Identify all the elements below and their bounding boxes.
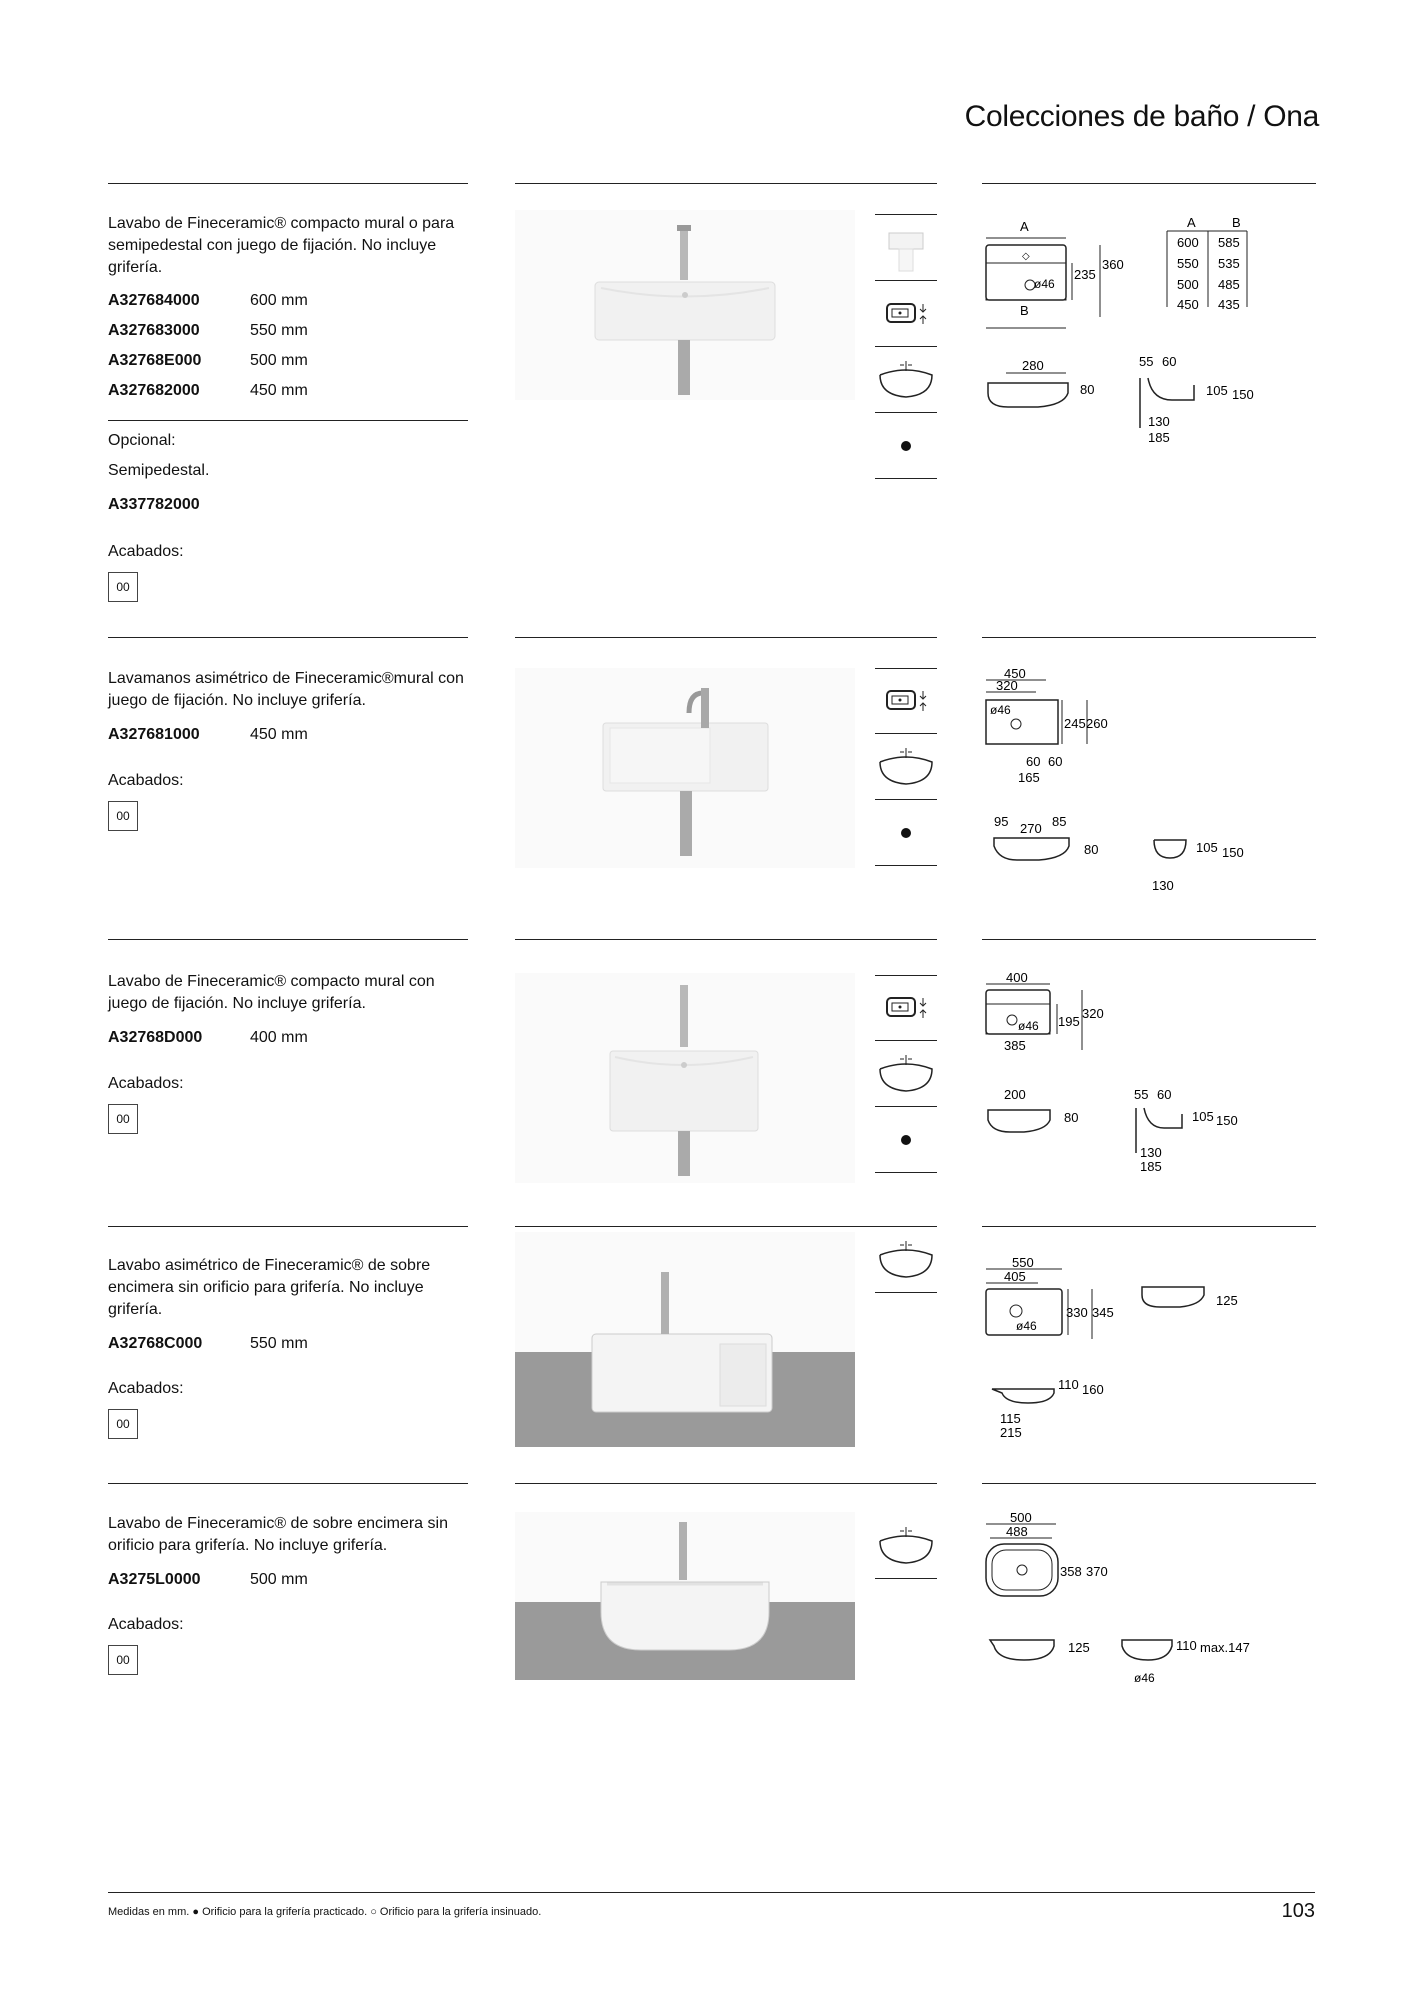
dim-label: 160 xyxy=(1082,1382,1104,1397)
divider xyxy=(108,420,468,421)
product-code: A3275L0000 xyxy=(108,1571,201,1588)
dim-label: 80 xyxy=(1084,842,1099,857)
technical-drawing xyxy=(982,1255,1312,1460)
dim-label: 130 xyxy=(1140,1145,1162,1160)
technical-drawing xyxy=(982,1512,1312,1697)
dim-label: ø46 xyxy=(1134,1671,1155,1685)
icon-rule xyxy=(875,668,937,669)
dim-label: 215 xyxy=(1000,1425,1022,1440)
dim-label: max.147 xyxy=(1200,1640,1250,1655)
section-rule xyxy=(515,939,937,940)
finish-swatch: 00 xyxy=(108,1645,138,1675)
section-rule xyxy=(515,1483,937,1484)
basin-profile-icon xyxy=(875,734,937,800)
product-size: 550 mm xyxy=(250,322,308,339)
dim-label: 105 xyxy=(1192,1109,1214,1124)
dim-label: 330 xyxy=(1066,1305,1088,1320)
page-title: Colecciones de baño / Ona xyxy=(964,100,1319,133)
product-photo xyxy=(515,668,855,868)
dim-label: 125 xyxy=(1216,1293,1238,1308)
product-size: 450 mm xyxy=(250,726,308,743)
product-size: 500 mm xyxy=(250,1571,308,1588)
finishes-label: Acabados: xyxy=(108,1616,184,1633)
dim-label: 195 xyxy=(1058,1014,1080,1029)
dim-label: 235 xyxy=(1074,267,1096,282)
product-description: Lavamanos asimétrico de Fineceramic®mural con juego de fijación. No incluye grifería. xyxy=(108,670,464,709)
table-cell: 450 xyxy=(1177,297,1199,312)
finishes-label: Acabados: xyxy=(108,543,184,560)
pedestal-thumbnail-icon xyxy=(875,215,937,281)
code-row xyxy=(108,316,308,346)
product-description: Lavabo de Fineceramic® compacto mural con juego de fijación. No incluye grifería. xyxy=(108,973,435,1012)
product-photo xyxy=(515,973,855,1183)
table-cell: 485 xyxy=(1218,277,1240,292)
tap-hole-drilled-icon xyxy=(875,1107,937,1173)
section-rule xyxy=(515,183,937,184)
section-rule xyxy=(108,939,468,940)
dim-label: 185 xyxy=(1148,430,1170,445)
section-rule xyxy=(108,183,468,184)
tap-hole-drilled-icon xyxy=(875,800,937,866)
dim-label: ø46 xyxy=(1018,1019,1039,1033)
optional-code: A337782000 xyxy=(108,496,200,513)
dim-label: 185 xyxy=(1140,1159,1162,1174)
product-codes xyxy=(108,1023,308,1053)
dim-label: 500 xyxy=(1010,1512,1032,1525)
wall-mount-icon xyxy=(875,281,937,347)
product-size: 600 mm xyxy=(250,292,308,309)
product-code: A327682000 xyxy=(108,382,200,399)
page-number: 103 xyxy=(1281,1900,1315,1922)
dim-label: 270 xyxy=(1020,821,1042,836)
product-code: A327681000 xyxy=(108,726,200,743)
icon-rule xyxy=(875,214,937,215)
technical-drawing xyxy=(982,668,1312,913)
dim-label: 60 xyxy=(1162,354,1177,369)
product-photo xyxy=(515,1512,855,1680)
table-header: A xyxy=(1187,215,1196,230)
section-rule xyxy=(108,637,468,638)
dim-label: 105 xyxy=(1196,840,1218,855)
dim-label: 60 xyxy=(1048,754,1063,769)
product-code: A32768D000 xyxy=(108,1029,203,1046)
dim-label: 488 xyxy=(1006,1524,1028,1539)
basin-profile-icon xyxy=(875,1513,937,1579)
dim-label: 80 xyxy=(1064,1110,1079,1125)
table-cell: 500 xyxy=(1177,277,1199,292)
dim-label: 360 xyxy=(1102,257,1124,272)
finishes-label: Acabados: xyxy=(108,772,184,789)
product-description: Lavabo de Fineceramic® de sobre encimera sin orificio para grifería. No incluye grifería. xyxy=(108,1515,448,1554)
finish-swatch: 00 xyxy=(108,572,138,602)
dim-label: 55 xyxy=(1139,354,1154,369)
product-codes xyxy=(108,1329,308,1359)
dim-label: 80 xyxy=(1080,382,1095,397)
dim-label: A xyxy=(1020,219,1029,234)
table-cell: 535 xyxy=(1218,256,1240,271)
basin-profile-icon xyxy=(875,1227,937,1293)
dim-label: 345 xyxy=(1092,1305,1114,1320)
dim-label: 150 xyxy=(1222,845,1244,860)
dim-label: 130 xyxy=(1148,414,1170,429)
dim-label: 150 xyxy=(1216,1113,1238,1128)
code-row xyxy=(108,1023,308,1053)
basin-profile-icon xyxy=(875,347,937,413)
code-row xyxy=(108,286,308,316)
product-codes xyxy=(108,286,308,406)
product-size: 500 mm xyxy=(250,352,308,369)
dim-label: 358 xyxy=(1060,1564,1082,1579)
technical-drawing xyxy=(982,213,1312,458)
dim-label: 60 xyxy=(1157,1087,1172,1102)
dim-label: 165 xyxy=(1018,770,1040,785)
dim-label: 110 xyxy=(1176,1638,1197,1653)
product-code: A32768E000 xyxy=(108,352,202,369)
wall-mount-icon xyxy=(875,975,937,1041)
product-photo xyxy=(515,1232,855,1447)
product-description: Lavabo asimétrico de Fineceramic® de sobre encimera sin orificio para grifería. No incluye grifería. xyxy=(108,1257,431,1318)
product-code: A327683000 xyxy=(108,322,200,339)
dim-label: 450 xyxy=(1004,668,1026,681)
product-size: 400 mm xyxy=(250,1029,308,1046)
section-rule xyxy=(108,1226,468,1227)
dim-label: 95 xyxy=(994,814,1009,829)
product-codes xyxy=(108,1565,308,1595)
dim-label: 320 xyxy=(996,678,1018,693)
section-rule xyxy=(515,1226,937,1227)
product-codes xyxy=(108,720,308,750)
dim-label: ø46 xyxy=(990,703,1011,717)
section-rule xyxy=(982,939,1316,940)
dim-label: 260 xyxy=(1086,716,1108,731)
dim-label: 150 xyxy=(1232,387,1254,402)
product-description: Lavabo de Fineceramic® compacto mural o para semipedestal con juego de fijación. No incluye grifería. xyxy=(108,215,455,276)
optional-item: Semipedestal. xyxy=(108,462,210,479)
dim-label: 55 xyxy=(1134,1087,1149,1102)
table-cell: 600 xyxy=(1177,235,1199,250)
code-row xyxy=(108,720,308,750)
table-cell: 550 xyxy=(1177,256,1199,271)
footer-rule xyxy=(108,1892,1315,1893)
feature-icons xyxy=(875,668,937,866)
dim-label: 105 xyxy=(1206,383,1228,398)
wall-mount-icon xyxy=(875,668,937,734)
table-cell: 585 xyxy=(1218,235,1240,250)
product-photo xyxy=(515,210,855,400)
svg-text:◇: ◇ xyxy=(1022,251,1030,262)
dim-label: 400 xyxy=(1006,970,1028,985)
section-rule xyxy=(982,637,1316,638)
product-size: 550 mm xyxy=(250,1335,308,1352)
code-row xyxy=(108,376,308,406)
dim-label: ø46 xyxy=(1034,277,1055,291)
basin-profile-icon xyxy=(875,1041,937,1107)
code-row xyxy=(108,1329,308,1359)
dim-label: 385 xyxy=(1004,1038,1026,1053)
feature-icons xyxy=(875,975,937,1173)
dim-label: 280 xyxy=(1022,358,1044,373)
dim-label: 85 xyxy=(1052,814,1067,829)
code-row xyxy=(108,346,308,376)
dim-label: 405 xyxy=(1004,1269,1026,1284)
table-header: B xyxy=(1232,215,1241,230)
dim-label: 370 xyxy=(1086,1564,1108,1579)
section-rule xyxy=(108,1483,468,1484)
table-cell: 435 xyxy=(1218,297,1240,312)
section-rule xyxy=(982,1226,1316,1227)
finishes-label: Acabados: xyxy=(108,1075,184,1092)
finish-swatch: 00 xyxy=(108,801,138,831)
footer-note: Medidas en mm. ● Orificio para la grifería practicado. ○ Orificio para la grifería insinuado. xyxy=(108,1906,542,1918)
optional-label: Opcional: xyxy=(108,432,176,449)
finish-swatch: 00 xyxy=(108,1104,138,1134)
section-rule xyxy=(982,1483,1316,1484)
dim-label: ø46 xyxy=(1016,1319,1037,1333)
product-code: A32768C000 xyxy=(108,1335,203,1352)
dim-label: 550 xyxy=(1012,1255,1034,1270)
code-row xyxy=(108,1565,308,1595)
dim-label: 125 xyxy=(1068,1640,1090,1655)
dim-label: 115 xyxy=(1000,1411,1021,1426)
dim-label: 320 xyxy=(1082,1006,1104,1021)
feature-icons xyxy=(875,1513,937,1579)
section-rule xyxy=(515,637,937,638)
dim-label: 130 xyxy=(1152,878,1174,893)
technical-drawing xyxy=(982,968,1312,1193)
product-size: 450 mm xyxy=(250,382,308,399)
feature-icons xyxy=(875,1227,937,1293)
icon-rule xyxy=(875,975,937,976)
dim-label: 110 xyxy=(1058,1377,1079,1392)
dim-label: 200 xyxy=(1004,1087,1026,1102)
tap-hole-drilled-icon xyxy=(875,413,937,479)
dim-label: B xyxy=(1020,303,1029,318)
dim-label: 245 xyxy=(1064,716,1086,731)
section-rule xyxy=(982,183,1316,184)
dim-label: 60 xyxy=(1026,754,1041,769)
product-code: A327684000 xyxy=(108,292,200,309)
finishes-label: Acabados: xyxy=(108,1380,184,1397)
feature-icons xyxy=(875,215,937,479)
finish-swatch: 00 xyxy=(108,1409,138,1439)
